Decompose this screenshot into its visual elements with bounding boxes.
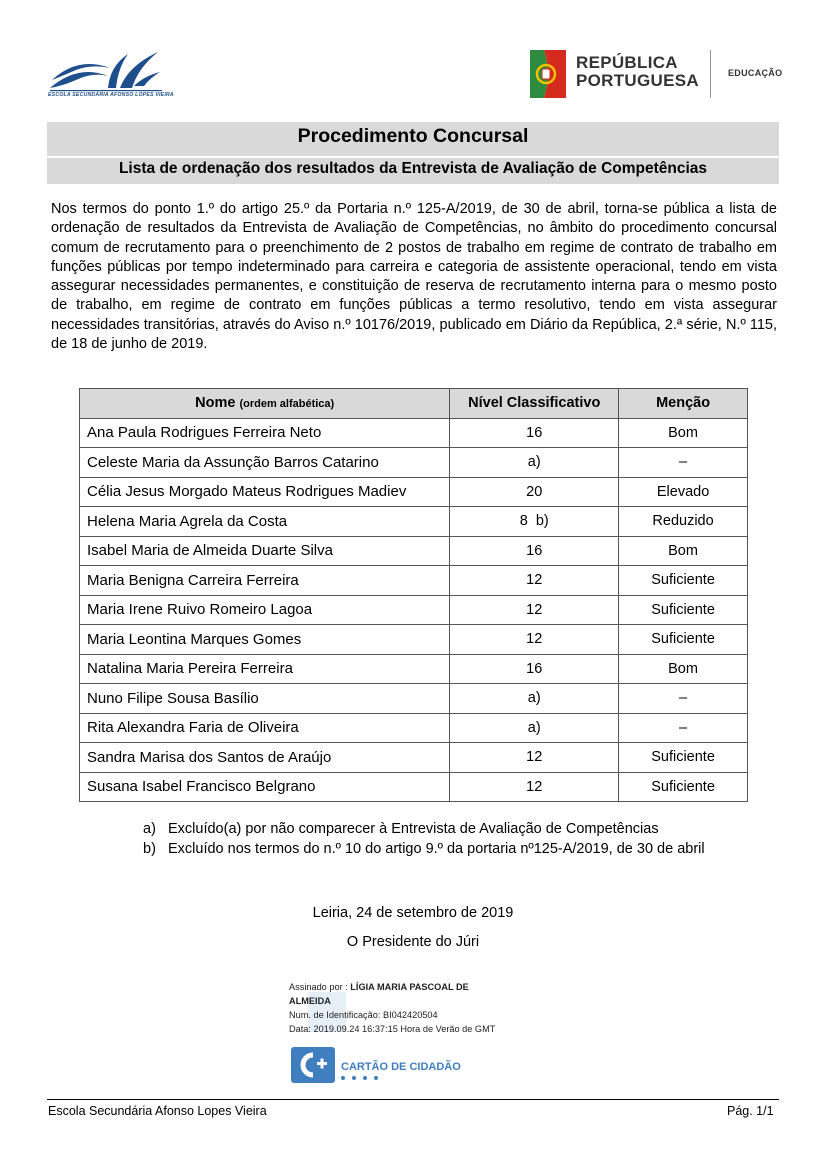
digital-signature [289,980,539,1036]
signature-name-1: LÍGIA MARIA PASCOAL DE [350,982,469,992]
table-row [80,654,748,684]
candidate-level: a) [450,448,619,478]
candidate-name: Susana Isabel Francisco Belgrano [80,772,450,802]
table-row [80,477,748,507]
candidate-mention: Suficiente [619,743,748,773]
table-row [80,595,748,625]
gov-line-1: REPÚBLICA [576,53,678,72]
candidate-name: Natalina Maria Pereira Ferreira [80,654,450,684]
candidate-level: 12 [450,743,619,773]
footnote-a [143,819,705,839]
candidate-mention: – [619,448,748,478]
title-separator [47,156,779,158]
table-row [80,625,748,655]
candidate-name: Célia Jesus Morgado Mateus Rodrigues Madiev [80,477,450,507]
footnotes [143,819,705,859]
candidate-name: Ana Paula Rodrigues Ferreira Neto [80,418,450,448]
page-subtitle: Lista de ordenação dos resultados da Entrevista de Avaliação de Competências [118,160,708,177]
candidate-mention: Suficiente [619,772,748,802]
candidate-mention: – [619,684,748,714]
results-table [79,388,748,802]
candidate-level: 12 [450,625,619,655]
candidate-mention: Elevado [619,477,748,507]
gov-line-2: PORTUGUESA [576,71,699,90]
republica-portuguesa-emblem-icon [530,50,566,98]
table-row [80,772,748,802]
candidate-mention: Reduzido [619,507,748,537]
table-row [80,418,748,448]
column-header-mention: Menção [619,389,748,419]
footer-page-number: Pág. 1/1 [727,1104,774,1118]
candidate-level: 12 [450,595,619,625]
cartao-cidadao-dots [341,1076,378,1080]
candidate-name: Helena Maria Agrela da Costa [80,507,450,537]
candidate-name: Nuno Filipe Sousa Basílio [80,684,450,714]
candidate-name: Isabel Maria de Almeida Duarte Silva [80,536,450,566]
table-row [80,448,748,478]
candidate-level: 16 [450,654,619,684]
footnote-b [143,839,705,859]
candidate-name: Sandra Marisa dos Santos de Araújo [80,743,450,773]
column-header-name-label: Nome [195,395,236,412]
column-header-name-note: (ordem alfabética) [239,398,335,411]
candidate-name: Maria Benigna Carreira Ferreira [80,566,450,596]
candidate-mention: Bom [619,536,748,566]
candidate-mention: Bom [619,418,748,448]
candidate-level: 12 [450,772,619,802]
cartao-cidadao-label: CARTÃO DE CIDADÃO [341,1061,461,1073]
column-header-name [80,389,450,419]
column-header-level: Nível Classificativo [450,389,619,419]
candidate-level: 12 [450,566,619,596]
signature-name-2: ALMEIDA [289,996,331,1006]
candidate-level: 16 [450,536,619,566]
table-row [80,507,748,537]
signature-date: Data: 2019.09.24 16:37:15 Hora de Verão de GMT [289,1024,496,1034]
table-row [80,713,748,743]
candidate-mention: Suficiente [619,625,748,655]
candidate-name: Celeste Maria da Assunção Barros Catarino [80,448,450,478]
footer-rule [47,1099,779,1100]
footer-school-name: Escola Secundária Afonso Lopes Vieira [48,1104,267,1118]
footnote-letter: b) [143,841,156,857]
table-row [80,743,748,773]
candidate-name: Maria Leontina Marques Gomes [80,625,450,655]
table-header-row [80,389,748,419]
school-caption: ESCOLA SECUNDÁRIA AFONSO LOPES VIEIRA [48,92,174,98]
candidate-mention: Bom [619,654,748,684]
table-row [80,536,748,566]
footnote-text: Excluído(a) por não comparecer à Entrevista de Avaliação de Competências [168,821,659,837]
candidate-level: 8 b) [450,507,619,537]
title-box [47,122,779,184]
header-divider [710,50,711,98]
intro-paragraph: Nos termos do ponto 1.º do artigo 25.º da Portaria n.º 125-A/2019, de 30 de abril, torna-se pública a lista de ordenação de resultados da Entrevista de Avaliação de Competências, no âmbito do procedimento concursal comum de recrutamento para o preenchimento de 2 postos de trabalho em regime de contrato de trabalho em funções públicas por tempo indeterminado para carreira e categoria de assistente operacional, tendo em vista assegurar necessidades permanentes, e constituição de reserva de recrutamento interna para o mesmo posto de trabalho, em regime de contrato em funções públicas a termo resolutivo, tendo em vista assegurar necessidades transitórias, através do Aviso n.º 10176/2019, publicado em Diário da República, 2.ª série, N.º 115, de 18 de junho de 2019. [51,201,777,353]
candidate-level: a) [450,713,619,743]
place-date: Leiria, 24 de setembro de 2019 [312,905,514,921]
candidate-mention: Suficiente [619,566,748,596]
candidate-level: 16 [450,418,619,448]
candidate-level: a) [450,684,619,714]
table-row [80,566,748,596]
candidate-mention: Suficiente [619,595,748,625]
signature-signer-line [289,980,539,994]
candidate-mention: – [619,713,748,743]
candidate-name: Rita Alexandra Faria de Oliveira [80,713,450,743]
signature-id: Num. de Identificação: BI042420504 [289,1010,438,1020]
signer-role: O Presidente do Júri [346,934,480,950]
cartao-cidadao-icon [291,1047,335,1083]
table-row [80,684,748,714]
candidate-name: Maria Irene Ruivo Romeiro Lagoa [80,595,450,625]
republica-portuguesa-wordmark [576,54,699,90]
signature-label: Assinado por : [289,982,348,992]
candidate-level: 20 [450,477,619,507]
footnote-text: Excluído nos termos do n.º 10 do artigo 9.º da portaria nº125-A/2019, de 30 de abril [168,841,705,857]
page-title: Procedimento Concursal [297,125,529,147]
footnote-letter: a) [143,821,156,837]
ministry-label: EDUCAÇÃO [728,68,783,78]
